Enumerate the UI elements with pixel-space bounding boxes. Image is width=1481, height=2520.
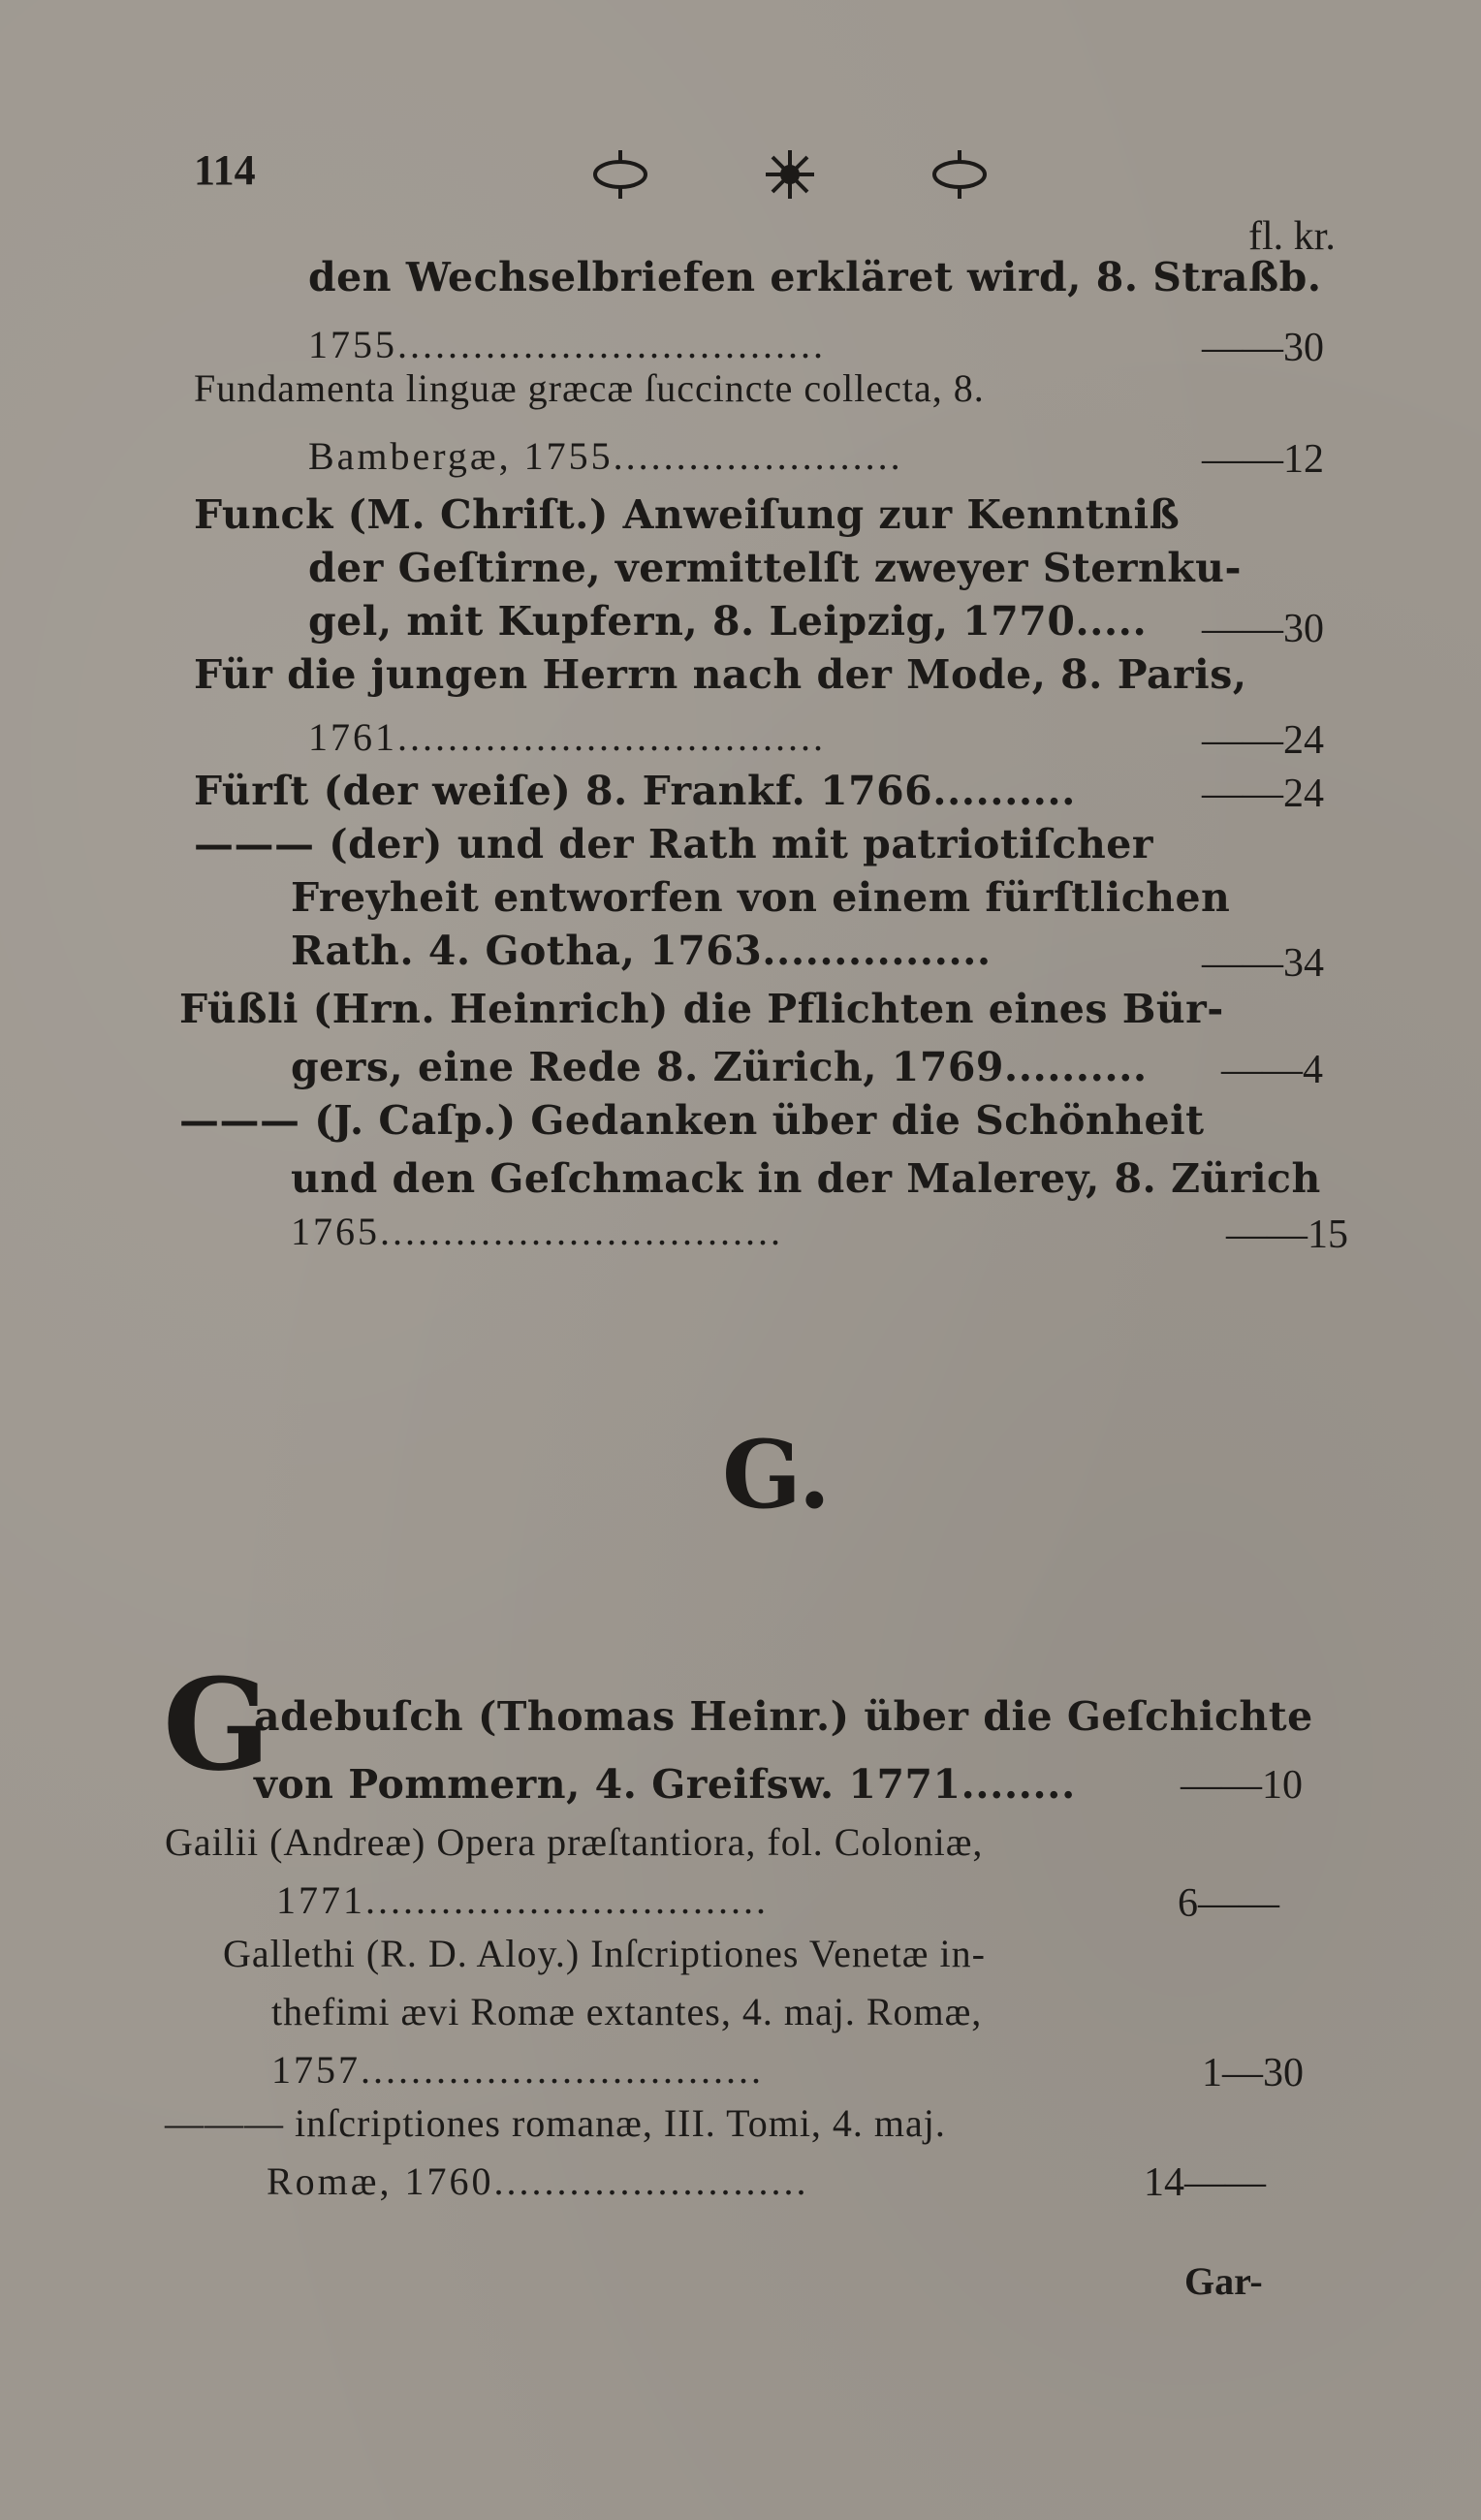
- entry-6-line-3: Rath. 4. Gotha, 1763................: [291, 928, 992, 974]
- g-entry-4-line-2: Romæ, 1760.........................: [267, 2159, 809, 2203]
- catchword: Gar-: [1184, 2259, 1263, 2303]
- entry-3-line-2: der Geſtirne, vermittelſt zweyer Sternku-: [308, 545, 1242, 591]
- page-number: 114: [194, 146, 256, 194]
- entry-2-price: ——12: [1202, 437, 1324, 482]
- entry-7-line-2: gers, eine Rede 8. Zürich, 1769..........: [291, 1044, 1148, 1090]
- entry-3-line-3: gel, mit Kupfern, 8. Leipzig, 1770.....: [308, 598, 1148, 645]
- entry-8-line-2: und den Geſchmack in der Malerey, 8. Zürich: [291, 1155, 1321, 1202]
- initial-capital: G: [163, 1651, 271, 1799]
- entry-6-line-2: Freyheit entworfen von einem fürſtlichen: [291, 874, 1231, 921]
- entry-3-line-1: Funck (M. Chriſt.) Anweiſung zur Kenntniß: [194, 491, 1181, 538]
- g-entry-2-price: 6——: [1178, 1881, 1279, 1926]
- entry-2-line-2: Bambergæ, 1755.......................: [308, 434, 903, 478]
- g-entry-1-line-1: adebuſch (Thomas Heinr.) über die Geſchichte: [254, 1693, 1313, 1740]
- entry-1-line-1: den Wechselbriefen erkläret wird, 8. Straßb.: [308, 254, 1322, 300]
- entry-4-line-1: Für die jungen Herrn nach der Mode, 8. Paris,: [194, 651, 1247, 698]
- g-entry-3-line-2: thefimi ævi Romæ extantes, 4. maj. Romæ,: [271, 1990, 983, 2033]
- entry-6-price: ——34: [1202, 941, 1324, 986]
- entry-5-price: ——24: [1202, 772, 1324, 816]
- g-entry-4-line-1: ——— inſcriptiones romanæ, III. Tomi, 4. maj.: [165, 2101, 946, 2145]
- entry-1-line-2: 1755..................................: [308, 323, 826, 366]
- entry-4-price: ——24: [1202, 718, 1324, 763]
- entry-7-line-1: Füßli (Hrn. Heinrich) die Pflichten eines Bür-: [179, 986, 1224, 1032]
- entry-3-price: ——30: [1202, 607, 1324, 651]
- entry-8-price: ——15: [1226, 1213, 1348, 1257]
- g-entry-1-line-2: von Pommern, 4. Greifsw. 1771........: [254, 1761, 1076, 1808]
- entry-7-price: ——4: [1221, 1048, 1323, 1092]
- entry-2-line-1: Fundamenta linguæ græcæ ſuccincte collecta, 8.: [194, 366, 985, 410]
- g-entry-2-line-2: 1771................................: [276, 1878, 769, 1922]
- header-ornament-icon: [577, 145, 1003, 204]
- g-entry-3-price: 1—30: [1202, 2051, 1304, 2095]
- entry-8-line-3: 1765................................: [291, 1210, 783, 1253]
- section-letter: G.: [722, 1420, 831, 1529]
- entry-8-line-1: ——— (J. Caſp.) Gedanken über die Schönheit: [179, 1097, 1205, 1144]
- entry-4-line-2: 1761..................................: [308, 715, 826, 759]
- g-entry-3-line-1: Gallethi (R. D. Aloy.) Inſcriptiones Venetæ in-: [223, 1932, 986, 1975]
- g-entry-2-line-1: Gailii (Andreæ) Opera præſtantiora, fol. Coloniæ,: [165, 1820, 984, 1864]
- g-entry-4-price: 14——: [1144, 2160, 1266, 2205]
- entry-6-line-1: ——— (der) und der Rath mit patriotiſcher: [194, 821, 1153, 867]
- g-entry-1-price: ——10: [1181, 1763, 1303, 1808]
- g-entry-3-line-3: 1757................................: [271, 2048, 764, 2092]
- entry-5-line-1: Fürſt (der weiſe) 8. Frankf. 1766..........: [194, 768, 1076, 814]
- entry-1-price: ——30: [1202, 326, 1324, 370]
- column-heading-currency: fl. kr.: [1248, 214, 1336, 259]
